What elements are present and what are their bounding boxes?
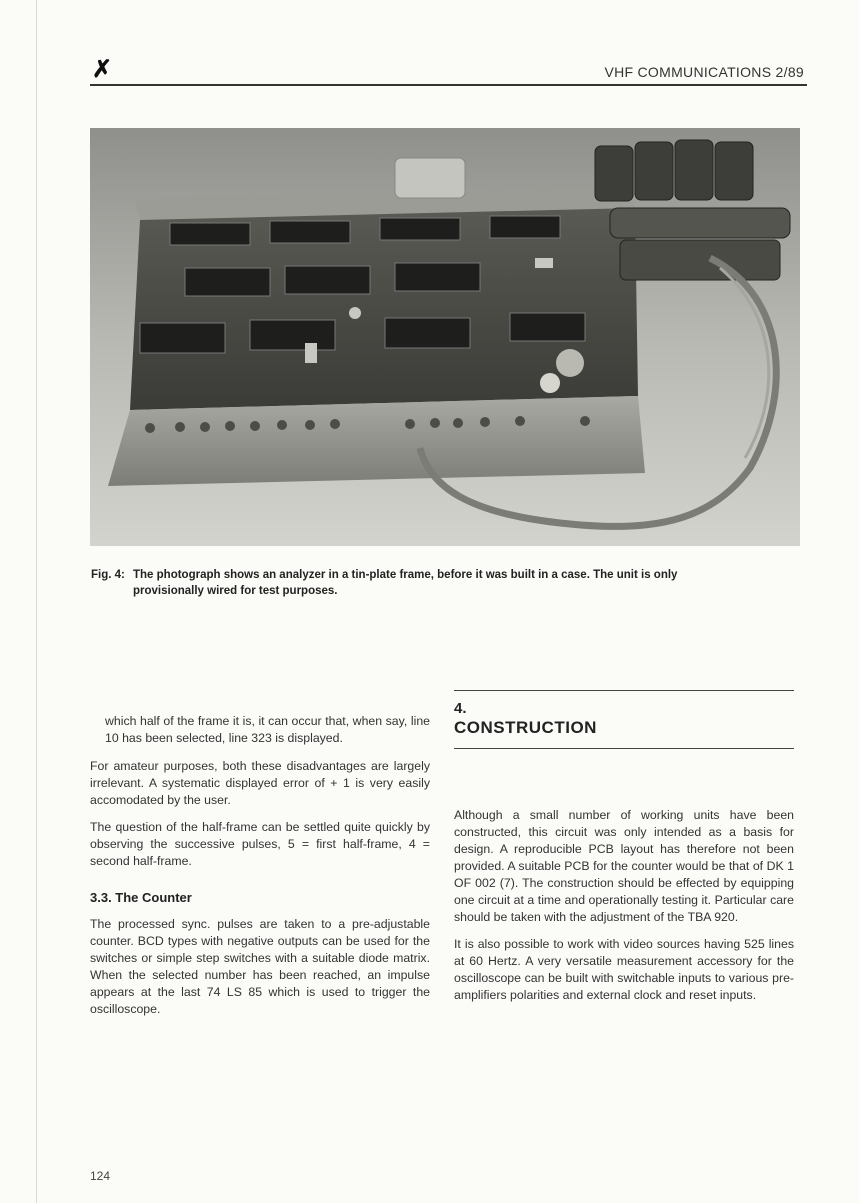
section-rule-top	[454, 690, 794, 691]
subsection-heading: 3.3. The Counter	[90, 890, 192, 905]
body-paragraph: Although a small number of working units have been constructed, this circuit was only intended as a basis for design. A reproducible PCB layout has therefore not been provided. A suitable PCB for the counter would be that of DK 1 OF 002 (7). The construction should be effected by equipping one circuit at a time and operationally testing it. Particular care should be taken with the adjustment of the TBA 920.	[454, 808, 794, 924]
caption-text-1: The photograph shows an analyzer in a tin-plate frame, before it was built in a case. The unit is only	[133, 569, 678, 581]
analyzer-photograph	[90, 128, 800, 546]
header-rule	[90, 84, 807, 86]
page-number: 124	[90, 1169, 111, 1183]
figure-caption	[91, 567, 811, 599]
running-head: VHF COMMUNICATIONS 2/89	[604, 64, 804, 80]
left-column	[90, 713, 430, 1028]
caption-line-1	[91, 567, 811, 583]
magazine-logo-icon: ✗	[92, 56, 113, 83]
caption-label: Fig. 4:	[91, 569, 125, 581]
caption-line-2: provisionally wired for test purposes.	[133, 585, 338, 597]
body-paragraph: For amateur purposes, both these disadvantages are largely irrelevant. A systematic displayed error of + 1 is very easily accomodated by the user.	[90, 759, 430, 807]
section-number: 4.	[454, 700, 467, 717]
right-column	[454, 690, 794, 1014]
body-paragraph: The processed sync. pulses are taken to a pre-adjustable counter. BCD types with negative outputs can be used for the switches or simple step switches with a suitable diode matrix. When the selected number has been reached, an impulse appears at the last 74 LS 85 which is used to trigger the oscilloscope.	[90, 917, 430, 1016]
body-paragraph: It is also possible to work with video sources having 525 lines at 60 Hertz. A very versatile measurement accessory for the oscilloscope can be built with switchable inputs to various pre-amplifiers polarities and external clock and reset inputs.	[454, 937, 794, 1002]
continuation-paragraph: which half of the frame it is, it can occur that, when say, line 10 has been selected, line 323 is displayed.	[105, 714, 430, 745]
page-margin-line	[36, 0, 37, 1203]
section-title: CONSTRUCTION	[454, 718, 597, 737]
body-paragraph: The question of the half-frame can be settled quite quickly by observing the successive pulses, 5 = first half-frame, 4 = second half-frame.	[90, 820, 430, 868]
